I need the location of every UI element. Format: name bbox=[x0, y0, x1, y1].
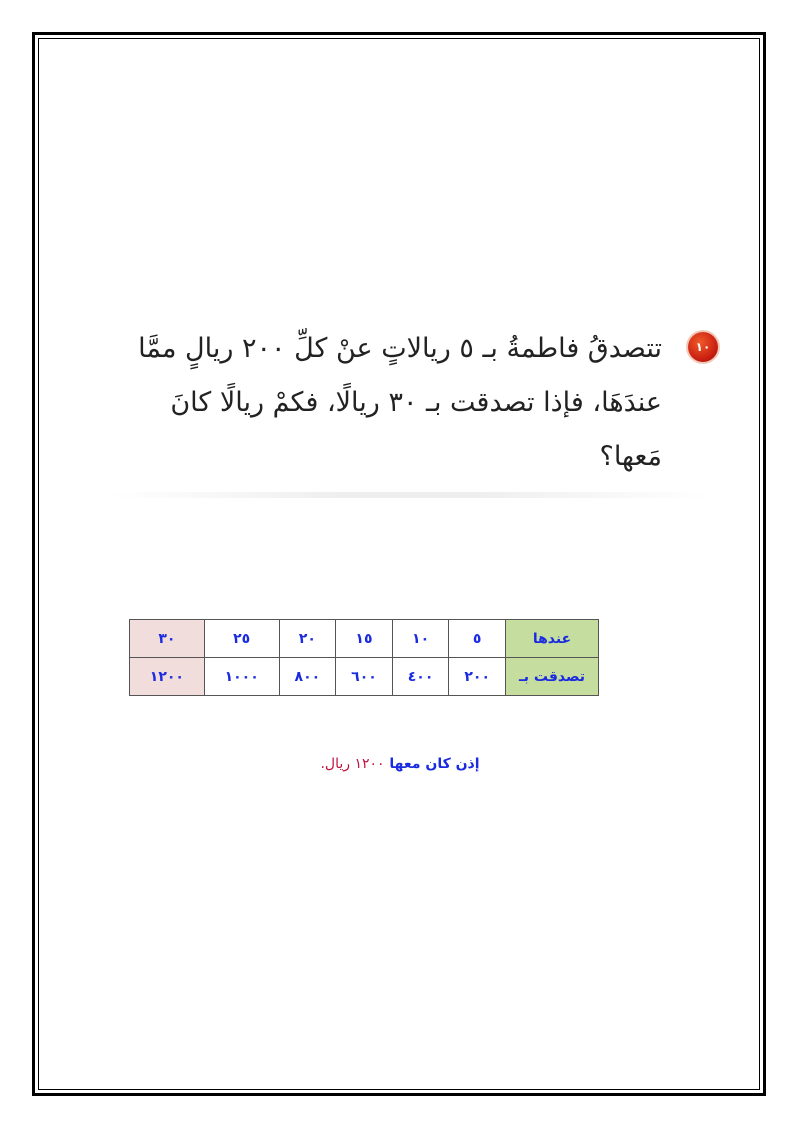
table-row-donated bbox=[130, 658, 599, 696]
page-border-inner bbox=[38, 38, 760, 1090]
table-row-has bbox=[130, 620, 599, 658]
table-cell-result: ١٢٠٠ bbox=[130, 658, 205, 696]
problem-text: تتصدقُ فاطمةُ بـ ٥ ريالاتٍ عنْ كلِّ ٢٠٠ ريالٍ ممَّا عندَهَا، فإذا تصدقت بـ ٣٠ ريالًا، فكمْ ريالًا كانَ مَعها؟ bbox=[138, 333, 662, 472]
table-cell: ٥ bbox=[449, 620, 506, 658]
problem-statement bbox=[100, 322, 718, 500]
answer-amount: ١٢٠٠ ريال. bbox=[320, 756, 385, 772]
table-cell: ١٠٠٠ bbox=[204, 658, 279, 696]
answer-prefix: إذن كان معها bbox=[389, 756, 480, 772]
table-cell: ٨٠٠ bbox=[279, 658, 336, 696]
table-cell: ٦٠٠ bbox=[336, 658, 393, 696]
row-label-has: عندها bbox=[506, 620, 599, 658]
table-cell: ١٠ bbox=[392, 620, 449, 658]
table-cell: ٤٠٠ bbox=[392, 658, 449, 696]
table-cell: ٢٠٠ bbox=[449, 658, 506, 696]
answer-line bbox=[0, 756, 800, 772]
solution-table bbox=[129, 619, 599, 696]
table-cell: ٢٥ bbox=[204, 620, 279, 658]
table-cell: ٢٠ bbox=[279, 620, 336, 658]
row-label-donated: تصدقت بـ bbox=[506, 658, 599, 696]
problem-number-badge: ١٠ bbox=[688, 332, 718, 362]
table-cell: ١٥ bbox=[336, 620, 393, 658]
scan-fade-line bbox=[110, 492, 710, 498]
table-cell-result: ٣٠ bbox=[130, 620, 205, 658]
